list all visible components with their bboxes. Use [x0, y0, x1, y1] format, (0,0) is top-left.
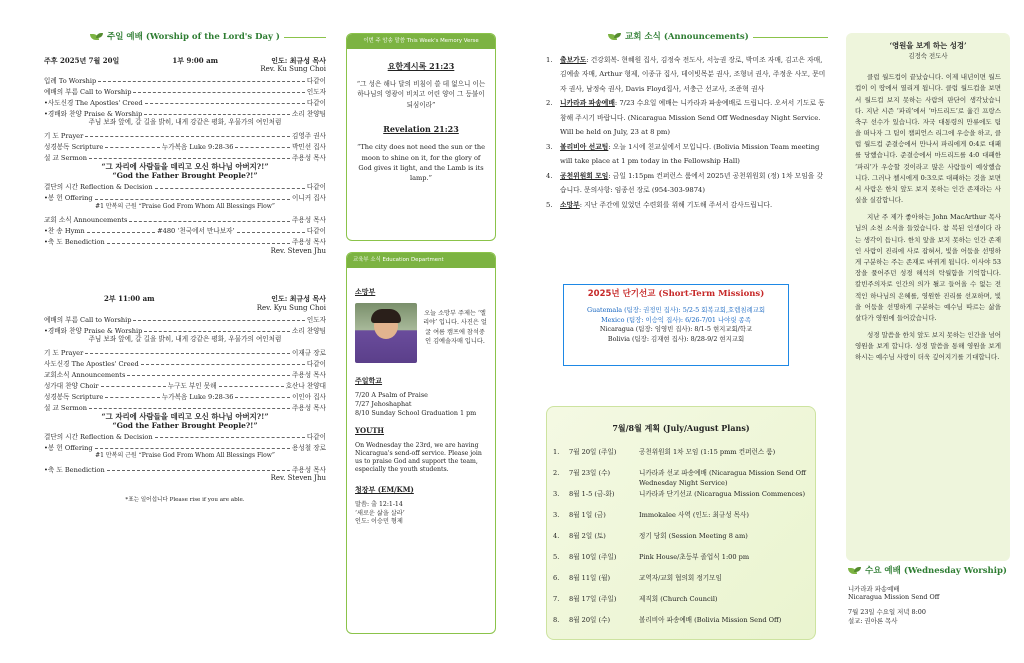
plan-row — [553, 529, 809, 550]
doxology-2: #1 만복의 근원 “Praise God From Whom All Blessings Flow” — [95, 452, 275, 460]
plan-event: Pink House/초등부 졸업식 1:00 pm — [639, 553, 750, 561]
announcement-item — [546, 96, 828, 140]
column-author: 김정숙 전도사 — [908, 52, 948, 61]
second-service-order-2 — [44, 346, 326, 412]
order-of-worship-row — [44, 225, 326, 236]
praise-songs-2: 주님 보좌 앞에, 갈 길을 밝히, 내게 강같은 평화, 우물가의 여인처럼 — [88, 334, 282, 343]
announcement-item — [546, 140, 828, 169]
order-item-label: 교회 소식 Announcements — [44, 216, 128, 225]
order-item-leader: 용성철 장로 — [292, 444, 326, 453]
order-item-detail: 누가복음 Luke 9:28-36 — [161, 392, 234, 401]
second-service-time: 2부 11:00 am — [104, 294, 155, 304]
order-item-label: 교회소식 Announcements — [44, 370, 126, 379]
plan-date: 7월 23일 (수) — [569, 469, 611, 477]
plan-date: 8월 10일 (주일) — [569, 553, 617, 561]
leader-dots — [144, 331, 290, 332]
second-service-order-3 — [44, 430, 326, 452]
announcement-body — [560, 96, 828, 140]
plans-list — [553, 445, 809, 634]
order-of-worship-row — [44, 368, 326, 379]
order-item-leader: 소리 찬양팀 — [292, 109, 326, 118]
missions-box — [563, 284, 789, 366]
leader-dots — [155, 437, 305, 438]
praise-songs: 주님 보좌 앞에, 갈 길을 밝히, 내게 강같은 평화, 우물가의 여인처럼 — [88, 118, 282, 127]
pastoral-column — [846, 33, 1010, 561]
order-item-leader: 주용성 목사 — [292, 238, 326, 247]
missions-list — [570, 306, 782, 346]
youth-text: On Wednesday the 23rd, we are having Nicaragua's send-off service. Please join us to praise God and support the team, especially the youth students. — [355, 441, 482, 474]
leader-dots — [235, 147, 290, 148]
order-item-leader: 김영주 권사 — [292, 131, 326, 140]
leader-dots — [95, 199, 291, 200]
announcements-title-ko: 교회 소식 — [625, 32, 661, 42]
leader-dots — [85, 136, 290, 137]
order-item-leader: 이재규 장로 — [292, 348, 326, 357]
leader-dots — [107, 470, 290, 471]
announcement-body — [560, 53, 828, 97]
first-service-order — [44, 74, 326, 118]
announcement-text: : 금일 1:15pm 컨퍼런스 룸에서 2025년 공천위원회 (정) 1차 모임을 갖습니다. 문의사항: 임종선 장로 (954-303-9874) — [560, 171, 824, 195]
plan-row — [553, 571, 809, 592]
leader-dots — [145, 103, 305, 104]
order-item-label: 기 도 Prayer — [44, 348, 84, 357]
announcements-title-en: (Announcements) — [663, 32, 749, 42]
leaf-icon — [608, 33, 622, 42]
order-item-detail: 누구도 부인 못해 — [167, 381, 217, 390]
order-of-worship-row — [44, 74, 326, 85]
leader-dots — [107, 243, 290, 244]
leader-dots — [129, 221, 290, 222]
first-service-time: 1부 9:00 am — [172, 55, 219, 65]
announcement-list — [546, 53, 828, 213]
sermon-title-ko-2: “그 자리에 사람들을 데리고 오신 하나님 아버지?!” — [101, 411, 269, 421]
young-adult-item: ‘새로운 삶을 살라’ — [355, 509, 405, 517]
missions-title-en: (Short-Term Missions) — [658, 289, 765, 299]
young-adult-item: 인도: 이승민 형제 — [355, 518, 403, 526]
announcements-column — [546, 32, 828, 212]
wednesday-line: 니카라과 파송예배 — [848, 584, 900, 593]
leaf-icon — [90, 33, 104, 42]
second-service — [44, 295, 326, 504]
order-of-worship-row — [44, 236, 326, 247]
order-of-worship-row — [44, 140, 326, 151]
order-item-leader: 이니커 집사 — [292, 194, 326, 203]
sunday-worship-heading — [90, 32, 326, 43]
plan-date: 8월 17일 (주일) — [569, 595, 617, 603]
sunday-worship-column — [44, 32, 326, 504]
sermon-title-ko: “그 자리에 사람들을 데리고 오신 하나님 아버지?!” — [101, 162, 269, 172]
order-item-leader: 호산나 찬양대 — [285, 381, 327, 390]
leader-dots — [89, 158, 290, 159]
leader-dots — [105, 397, 160, 398]
column-paragraph: 클럽 월드컵이 끝났습니다. 이제 내년이면 월드컵이 이 땅에서 열리게 됩니다. 클럽 월드컵을 보면서 월드컵 보지 못하는 사람의 판단이 생각났습니다. 지난 시즌 ‘파리’에서 ‘마드리드’로 옮긴 프랑스 축구 선수가 있습니다. 자국 대통령의 만류에도 팀을 떠나자 그 팀이 챔피언스 리그에 우승을 하고, 클럽 월드컵 준결승에서 만나서 파리에게 0:4로 대패를 당했습니다. 준결승에서 마드리드를 4:0 대패한 ‘파리’가 우승할 것이라고 많은 사람들이 예상했습니다. 그러나 첼시에게 0:3으로 대패하는 것을 보면서 사람은 한치 앞도 보지 못하는 인간 존재라는 사실을 실감합니다. — [855, 73, 1001, 205]
sunday-school-list — [355, 391, 487, 417]
announcement-head: 소망부 — [560, 200, 580, 209]
kids-section — [355, 303, 487, 363]
wednesday-title-en: (Wednesday Worship) — [903, 566, 1007, 576]
education-panel — [346, 252, 496, 634]
order-item-leader: 이인아 집사 — [292, 392, 327, 401]
wednesday-line: Nicaragua Mission Send Off — [848, 593, 940, 602]
plans-panel — [546, 406, 816, 640]
young-adult-item: 말씀: 출 12:1-14 — [355, 500, 403, 508]
order-of-worship-row — [44, 441, 326, 452]
order-of-worship-row — [44, 151, 326, 162]
plan-event: 정기 당회 (Session Meeting 8 am) — [639, 532, 748, 540]
plan-number: 1. — [553, 448, 560, 456]
announcement-number: 3. — [546, 142, 553, 151]
kids-text: 오늘 소망부 주제는 ‘엘리야’ 입니다. 사진은 얼굴 여름 캠프에 참석중인 김예솔자매 입니다. — [423, 309, 487, 346]
sunday-title-ko: 주일 예배 — [107, 32, 143, 42]
order-item-leader: 소리 찬양팀 — [292, 326, 326, 335]
plan-event: 니카라과 선교 파송예배 (Nicaragua Mission Send Off Wednesday Night Service) — [639, 469, 806, 487]
order-of-worship-row — [44, 181, 326, 192]
leader-dots — [95, 448, 291, 449]
plan-date: 8월 20일 (수) — [569, 616, 611, 624]
wednesday-line: 7월 23일 수요일 저녁 8:00 — [848, 607, 926, 616]
order-of-worship-row — [44, 313, 326, 324]
education-body — [347, 268, 495, 533]
leaf-icon — [848, 567, 862, 576]
announcement-item — [546, 198, 828, 213]
order-of-worship-row — [44, 390, 326, 401]
plan-event: Immokalee 사역 (인도: 최규성 목사) — [639, 511, 749, 519]
order-item-label: •축 도 Benediction — [44, 238, 105, 247]
announcement-text: : 지난 주간에 있었던 수련회를 위해 기도해 주셔서 감사드립니다. — [579, 200, 773, 209]
plan-row — [553, 445, 809, 466]
verse-ref-ko: 요한계시록 21:23 — [387, 60, 455, 71]
order-of-worship-row — [44, 214, 326, 225]
young-adult-title: 청장부 (EM/KM) — [355, 485, 414, 495]
kids-title: 소망부 — [355, 286, 376, 296]
sermon-title-en: “God the Father Brought People?!” — [112, 171, 258, 181]
mission-row: Guatemala (팀장: 권정민 집사): 5/2-5 회복교회,호렙침례교회 — [586, 305, 766, 314]
leader-dots — [105, 147, 160, 148]
education-header: 교육부 소식 Education Department — [347, 253, 495, 268]
announcement-head: 공천위원회 모임 — [560, 171, 609, 180]
leader-dots — [127, 375, 290, 376]
sunday-school-title: 주일학교 — [355, 375, 383, 385]
leader-dots — [133, 320, 304, 321]
order-item-leader: 박민선 집사 — [292, 142, 327, 151]
sunday-title-en: (Worship of the Lord's Day ) — [145, 32, 280, 42]
column-paragraph: 지난 주 제가 좋아하는 John MacArthur 목사님의 소천 소식을 들었습니다. 참 복된 인생이다 라는 생각이 듭니다. 한치 앞을 보지 못하는 인간 존재인 사람이 진리에 사로 잡혀서, 빛을 어둠을 선명하게 구분하는 주는 존재로 바꿔게 됩니다. 이사야 53장을 풀어주던 성경 해석의 탁월함을 기억합니다. 칼빈주의자로 인간의 의가 될고 들어올 수 없는 전적인 하나님의 은혜를, 영원한 진리를 선포하며, 빛을 어둠을 선명하게 구분하는 예수님 따르는 삶을 살다가 영원에 들어갔습니다. — [855, 213, 1001, 322]
leader-dots — [101, 386, 166, 387]
wednesday-details — [848, 585, 1018, 626]
order-of-worship-row — [44, 346, 326, 357]
announcement-text: : 오늘 1시에 친교실에서 모입니다. (Bolivia Mission Team meeting will take place at 1 pm today in the Fellowship Hall) — [560, 142, 820, 166]
order-of-worship-row — [44, 401, 326, 412]
first-service-preacher: 인도: 최규성 목사 — [271, 55, 326, 65]
leader-dots — [89, 408, 290, 409]
plan-event: 니카라과 단기선교 (Nicaragua Mission Commences) — [639, 490, 806, 498]
order-item-leader: 다같이 — [306, 76, 326, 85]
order-item-leader: 다같이 — [306, 183, 326, 192]
plan-number: 8. — [553, 616, 560, 624]
plan-date: 8월 1일 (금) — [569, 511, 606, 519]
plan-row — [553, 550, 809, 571]
mission-row: Mexico (팀장: 이승익 집사): 6/26-7/01 나야릿 종족 — [601, 315, 751, 324]
order-item-label: 설 교 Sermon — [44, 403, 87, 412]
order-of-worship-row — [44, 129, 326, 140]
verse-ref-en: Revelation 21:23 — [383, 124, 459, 135]
sunday-school-item: 7/27 Jehoshaphat — [355, 399, 412, 408]
second-service-preacher-en: Rev. Kyu Sung Choi — [256, 304, 326, 313]
order-item-label: 설 교 Sermon — [44, 153, 87, 162]
closing-name: Rev. Steven Jhu — [270, 246, 326, 255]
order-of-worship-row — [44, 463, 326, 474]
second-service-header — [44, 295, 326, 304]
order-item-label: •경배와 찬양 Praise & Worship — [44, 109, 143, 118]
plan-event: 제직회 (Church Council) — [639, 595, 718, 603]
order-of-worship-row — [44, 96, 326, 107]
verse-text-ko: “그 성은 해나 달의 비침이 쓸 데 없으니 이는 하나님의 영광이 비치고 어린 양이 그 등불이 되심이라” — [356, 79, 486, 109]
order-item-leader: 다같이 — [306, 359, 326, 368]
order-item-leader: 인도자 — [306, 87, 326, 96]
wednesday-heading — [848, 566, 1018, 577]
order-item-leader: 인도자 — [306, 315, 326, 324]
plan-date: 8월 1-5 (금-화) — [569, 490, 615, 498]
plan-row — [553, 508, 809, 529]
first-service-preacher-en: Rev. Ku Sung Choi — [260, 65, 326, 74]
order-item-label: •축 도 Benediction — [44, 466, 105, 475]
memory-verse-header: 이번 주 암송 말씀 This Week's Memory Verse — [347, 34, 495, 49]
order-of-worship-row — [44, 357, 326, 368]
plan-event: 공천위원회 1차 모임 (1:15 pmm 컨퍼런스 룸) — [639, 448, 776, 456]
announcement-number: 4. — [546, 171, 553, 180]
first-service-order-3 — [44, 181, 326, 203]
second-service-preacher: 인도: 최규성 목사 — [271, 294, 326, 304]
plan-row — [553, 592, 809, 613]
order-item-detail: 누가복음 Luke 9:28-36 — [161, 142, 234, 151]
closing-name-2: Rev. Steven Jhu — [270, 474, 326, 483]
order-item-label: 사도신경 The Apostles' Creed — [44, 359, 139, 368]
plan-number: 5. — [553, 553, 560, 561]
young-adult-list — [355, 501, 487, 527]
order-item-leader: 다같이 — [306, 98, 326, 107]
verse-text-en: “The city does not need the sun or the moon to shine on it, for the glory of God gives it light, and the Lamb is its lamp.” — [356, 143, 486, 183]
column-title: ‘영원을 보게 하는 성경’ — [889, 41, 967, 50]
missions-title-row — [570, 289, 782, 300]
announcement-body — [560, 169, 828, 198]
first-service-header — [44, 57, 326, 66]
plan-number: 3. — [553, 490, 560, 498]
order-of-worship-row — [44, 324, 326, 335]
order-item-label: 성가대 찬양 Choir — [44, 381, 99, 390]
order-item-label: 기 도 Prayer — [44, 131, 84, 140]
heading-rule — [753, 37, 828, 38]
missions-title: 2025년 단기선교 — [587, 289, 656, 299]
sunday-school-item: 7/20 A Psalm of Praise — [355, 391, 428, 400]
order-item-leader: 다같이 — [306, 433, 326, 442]
order-item-leader: 주용성 목사 — [292, 403, 326, 412]
leader-dots — [133, 92, 304, 93]
announcement-item — [546, 169, 828, 198]
announcement-text: : 7/23 수요일 예배는 니카라과 파송예배로 드립니다. 오셔서 기도로 동참해 주시기 바랍니다. (Nicaragua Mission Send Off Wednesday Night Service. Will be held on July, 23 at 8 pm) — [560, 99, 825, 137]
announcement-number: 1. — [546, 55, 553, 64]
youth-title: YOUTH — [355, 426, 385, 436]
mission-row: Nicaragua (팀장: 임영빈 집사): 8/1-5 현지교회/학교 — [599, 325, 753, 334]
announcement-number: 2. — [546, 99, 553, 108]
order-item-leader: 주용성 목사 — [292, 370, 326, 379]
plan-number: 3. — [553, 511, 560, 519]
leader-dots — [85, 353, 290, 354]
order-item-label: •찬 송 Hymn — [44, 227, 85, 236]
order-item-leader: 다같이 — [306, 227, 327, 236]
heading-rule — [284, 37, 326, 38]
announcements-heading — [608, 32, 828, 43]
kids-photo — [355, 303, 417, 363]
order-item-leader: 주용성 목사 — [292, 466, 326, 475]
wednesday-line: 설교: 권아론 목사 — [848, 616, 898, 625]
plan-row — [553, 613, 809, 634]
order-item-label: 결단의 시간 Reflection & Decision — [44, 433, 153, 442]
second-service-order — [44, 313, 326, 335]
first-service — [44, 57, 326, 256]
announcement-head: 볼리비아 선교팀 — [560, 142, 609, 151]
announcement-body — [560, 198, 772, 213]
plan-number: 6. — [553, 574, 560, 582]
order-of-worship-row — [44, 430, 326, 441]
order-item-label: 결단의 시간 Reflection & Decision — [44, 183, 153, 192]
announcement-head: 니카라과 파송예배 — [560, 99, 615, 108]
announcement-body — [560, 140, 828, 169]
memory-verse-body — [347, 49, 495, 192]
plan-row — [553, 466, 809, 487]
column-paragraph: 성경 말씀을 한치 앞도 보지 못하는 인간을 넘어 영원을 보게 합니다. 성경 말씀을 통해 영원을 보게 하시는 예수님 사랑이 더욱 깊어지기를 기대합니다. — [855, 331, 1001, 362]
wednesday-title-ko: 수요 예배 — [865, 566, 901, 576]
first-service-order-2 — [44, 129, 326, 162]
plan-event: 볼리비아 파송예배 (Bolivia Mission Send Off) — [639, 616, 782, 624]
order-item-label: 성경봉독 Scripture — [44, 142, 104, 151]
leader-dots — [141, 364, 305, 365]
announcement-head: 출보가도 — [560, 55, 587, 64]
memory-verse-panel — [346, 33, 496, 241]
leader-dots — [235, 397, 290, 398]
order-item-detail: #480 ‘천국에서 만나보자’ — [157, 227, 235, 236]
plan-event: 교역자/교회 협의회 정기모임 — [639, 574, 722, 582]
first-service-order-4 — [44, 214, 326, 247]
order-of-worship-row — [44, 107, 326, 118]
leader-dots — [98, 81, 305, 82]
order-item-label: 예배의 부름 Call to Worship — [44, 315, 132, 324]
service-date: 주후 2025년 7월 20일 — [44, 55, 120, 65]
sermon-title-en-2: “God the Father Brought People?!” — [112, 421, 258, 431]
order-item-leader: 주용성 목사 — [292, 153, 326, 162]
doxology: #1 만복의 근원 “Praise God From Whom All Blessings Flow” — [95, 202, 275, 210]
leader-dots — [155, 188, 305, 189]
plan-date: 7월 20일 (주일) — [569, 448, 617, 456]
plan-number: 4. — [553, 532, 560, 540]
leader-dots — [87, 232, 155, 233]
second-service-order-4 — [44, 463, 326, 474]
announcement-number: 5. — [546, 200, 553, 209]
mission-row: Bolivia (팀장: 김재현 집사): 8/28-9/2 현지교회 — [607, 335, 745, 344]
order-item-label: •경배와 찬양 Praise & Worship — [44, 326, 143, 335]
order-item-label: •봉 헌 Offering — [44, 194, 93, 203]
order-item-label: •봉 헌 Offering — [44, 444, 93, 453]
leader-dots — [237, 232, 305, 233]
wednesday-section — [848, 566, 1018, 625]
sunday-school-item: 8/10 Sunday School Graduation 1 pm — [355, 408, 477, 417]
order-of-worship-row — [44, 85, 326, 96]
leader-dots — [144, 114, 290, 115]
plan-date: 8월 11일 (월) — [569, 574, 611, 582]
plan-row — [553, 487, 809, 508]
plan-number: 2. — [553, 469, 560, 477]
plan-number: 7. — [553, 595, 560, 603]
order-item-label: 입례 To Worship — [44, 76, 97, 85]
announcement-text: : 건강회복- 현혜원 집사, 김정숙 전도사, 서능권 장로, 박미조 자매, 김고은 자매, 김예솔 자매, Arthur 형제, 이종규 집사, 데이빗목분 권사, 조형녀 권사, 주정운 사모, 문미자 권사, 남정숙 권사, Davis Floyd집사, 서충근 선교사, 조준혁 권사 — [560, 55, 826, 93]
plans-title: 7월/8월 계획 (July/August Plans) — [612, 423, 750, 433]
order-item-label: •사도신경 The Apostles' Creed — [44, 98, 143, 107]
order-item-label: 예배의 부름 Call to Worship — [44, 87, 132, 96]
rise-footnote: *표는 일어섭니다 Please rise if you are able. — [125, 497, 245, 504]
order-of-worship-row — [44, 379, 326, 390]
order-item-leader: 주용성 목사 — [292, 216, 326, 225]
order-of-worship-row — [44, 192, 326, 203]
announcement-item — [546, 53, 828, 97]
leader-dots — [219, 386, 284, 387]
plan-date: 8월 2일 (토) — [569, 532, 606, 540]
order-item-label: 성경봉독 Scripture — [44, 392, 104, 401]
